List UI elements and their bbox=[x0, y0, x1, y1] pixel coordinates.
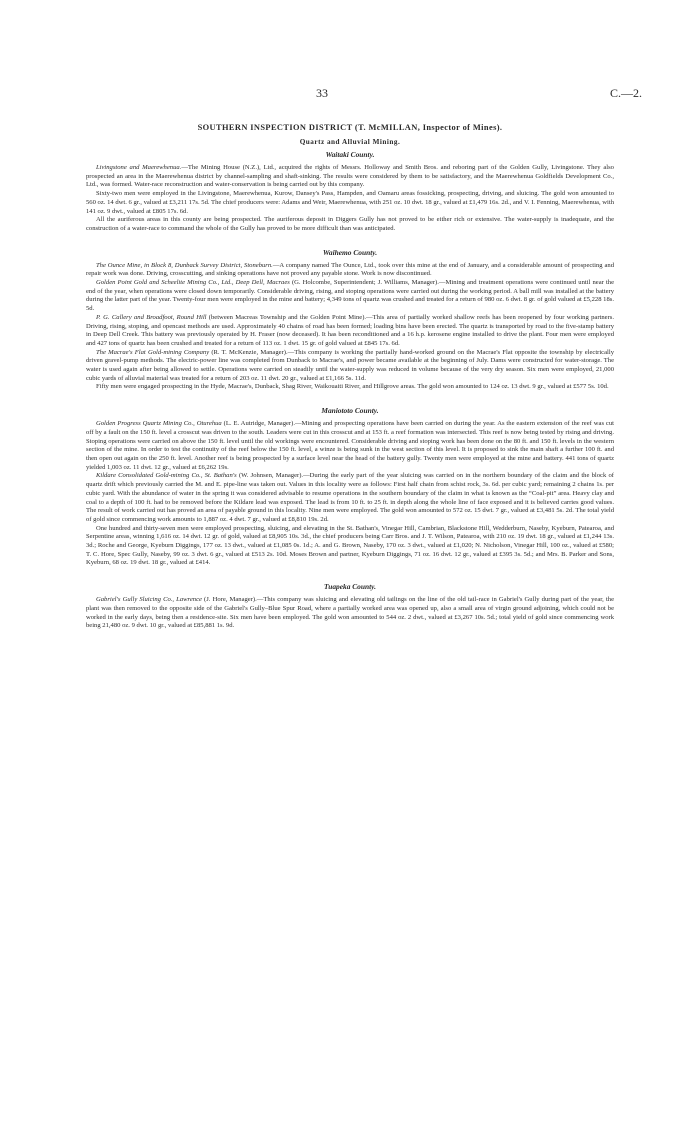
county-section bbox=[86, 406, 614, 568]
paragraph-lead: P. G. Callery and Broadfoot, Round Hill bbox=[96, 313, 207, 321]
paragraph-lead: Golden Point Gold and Scheelite Mining Co., Ltd., Deep Dell, Macraes bbox=[96, 279, 290, 287]
paragraph bbox=[86, 525, 614, 569]
paragraph bbox=[86, 279, 614, 314]
paragraph bbox=[86, 314, 614, 349]
county-heading: Tuapeka County. bbox=[323, 582, 376, 592]
county-heading: Maniototo County. bbox=[321, 406, 379, 416]
document-reference: C.—2. bbox=[609, 86, 642, 100]
paragraph bbox=[86, 262, 614, 279]
paragraph-lead: Kildare Consolidated Gold-mining Co., St. Bathan's bbox=[96, 472, 237, 480]
page-number: 33 bbox=[316, 86, 328, 100]
county-section bbox=[86, 582, 614, 631]
paragraph bbox=[86, 216, 614, 233]
paragraph-lead: Gabriel's Gully Sluicing Co., Lawrence bbox=[96, 596, 202, 604]
text-column bbox=[86, 122, 614, 631]
paragraph bbox=[86, 420, 614, 472]
county-heading: Waihemo County. bbox=[322, 247, 378, 257]
paragraph-text: (J. Hore, Manager).—This company was sluicing and elevating old tailings on the line of the old tail-race in Gabriel's Gully during part of the year, the plant was then removed to the opposite side of the Gabriel's Gully–Blue Spur Road, where a partially worked area was opened up, also a small area of virgin ground adjoining, which could not be worked in the early days, being then a residence-site. Six men have been employed. The gold won amounted to 544 oz. 2 dwt., valued at £3,267 10s. 5d.; total yield of gold since commencing work being 21,480 oz. 9 dwt. 10 gr., valued at £85,881 1s. 9d. bbox=[86, 596, 614, 630]
paragraph bbox=[86, 349, 614, 384]
paragraph-lead: Livingstone and Maerewhenua. bbox=[96, 164, 182, 171]
paragraph-text: (L. E. Autridge, Manager).—Mining and prospecting operations have been carried on during the year. As the eastern extension of the reef was cut off by a fault on the 150 ft. level a crosscut was driven to the south. Leaders were cut in this crosscut and at 153 ft. a reef formation was intersected. This reef is now being tested by rising and driving. Stoping operations were carried on above the 150 ft. level until the old workings were encountered. Considerable driving and stoping work has been done on the 80 ft. and 150 ft. levels in the western section of the mine. In order to test the continuity of the reef below the 150 ft. level, a winze is being sunk in the west section of this level. It is proposed to sink the main shaft a further 100 ft. and then open out again on the 250 ft. level. Another reef is being prospected by a surface level near the head of the battery gully. Twenty men were employed at the mine and battery. 441 tons of quartz yielded 1,003 oz. 11 dwt. 12 gr., valued at £6,262 19s. bbox=[86, 420, 614, 471]
county-section bbox=[86, 248, 614, 393]
county-section bbox=[86, 150, 614, 234]
district-title: SOUTHERN INSPECTION DISTRICT (T. McMILLAN, Inspector of Mines). bbox=[197, 123, 503, 132]
paragraph-text: —A company named The Ounce, Ltd., took over this mine at the end of January, and a considerable amount of prospecting and repair work was done. Driving, crosscutting, and sinking operations have not proved any payable stone. Work is now discontinued. bbox=[86, 261, 614, 278]
paragraph bbox=[86, 383, 614, 392]
paragraph-lead: The Ounce Mine, in Block 8, Dunback Survey District, Stoneburn. bbox=[96, 261, 273, 269]
county-heading: Waitaki County. bbox=[325, 150, 375, 159]
paragraph-text: (between Macreas Township and the Golden Point Mine).—This area of partially worked shallow reefs has been reopened by four working partners. Driving, rising, stoping, and opencast methods are used. Approximately 40 chains of road has been formed; loading bins have been erected. The quartz is transported by road to the five-stamp battery in Deep Dell Creek. This battery was previously operated by H. Fraser (now deceased). It has been reconditioned and a 16 h.p. kerosene engine installed to drive the plant. Four men were employed and 427 tons of quartz has been crushed and treated for a return of 113 oz. 1 dwt. 15 gr. of gold valued at £845 17s. 6d. bbox=[86, 313, 614, 347]
paragraph-text: —The Mining House (N.Z.), Ltd., acquired the rights of Messrs. Holloway and Smith Bros. and reboring part of the Golden Gully, Livingstone. They also prospected an area in the Maerewhenua district by channel-sampling and shaft-sinking. The results were considered by them to be satisfactory, and the Maerewhenua Goldfields Development Co., Ltd., was formed. Water-race reconstruction and water-conservation is being carried out by this company. bbox=[86, 164, 614, 189]
paragraph bbox=[86, 164, 614, 190]
paragraph-text: One hundred and thirty-seven men were employed prospecting, sluicing, and elevating in the St. Bathan's, Vinegar Hill, Cambrian, Blackstone Hill, Wedderburn, Naseby, Kyeburn, Patearoa, and Serpentine areas, winning 1,616 oz. 14 dwt. 12 gr. of gold, valued at £8,905 10s. 3d., the chief producers being Carr Bros. and J. T. Wilson, Patearoa, with 210 oz. 19 dwt. 18 gr., valued at £1,244 13s. 3d.; Roche and George, Kyeburn Diggings, 177 oz. 13 dwt., valued at £1,085 0s. 1d.; A. and G. Brown, Naseby, 170 oz. 3 dwt., valued at £1,020; N. Nicholson, Vinegar Hill, 100 oz., valued at £580; T. C. Hore, Spec Gully, Naseby, 99 oz. 3 dwt. 6 gr., valued at £513 2s. 10d. Moses Brown and partner, Kyeburn Diggings, 71 oz. 16 dwt. 12 gr., valued at £395 3s. 5d.; and Mrs. B. Parker and Sons, Kyeburn, 68 oz. 19 dwt. 18 gr., valued at £414. bbox=[86, 524, 614, 567]
paragraph-text: All the auriferous areas in this county are being prospected. The auriferous deposit in Diggers Gully has not proved to be either rich or extensive. The water-supply is inadequate, and the construction of a water-race to command the whole of the Gully has proved to be more difficult than was anticipated. bbox=[86, 216, 614, 232]
paragraph-text: (G. Holcombe, Superintendent; J. Williams, Manager).—Mining and treatment operations were continued until near the end of the year, when operations were closed down temporarily. Considerable driving, rising, and stoping operations were carried out during the working period. A ball mill was installed at the battery during the latter part of the year. Twenty-four men were employed in the mine and battery; 4,349 tons of quartz was crushed and treated for a return of 980 oz. 6 dwt. 8 gr. of gold valued at £5,228 18s. 5d. bbox=[86, 279, 615, 313]
paragraph bbox=[86, 472, 614, 524]
paragraph-text: Fifty men were engaged prospecting in the Hyde, Macrae's, Dunback, Shag River, Waikouaiti River, and Hillgrove areas. The gold won amounted to 124 oz. 13 dwt. 9 gr., valued at £577 5s. 10d. bbox=[96, 383, 609, 391]
section-title: Quartz and Alluvial Mining. bbox=[299, 138, 401, 146]
paragraph-lead: The Macrae's Flat Gold-mining Company bbox=[96, 348, 210, 356]
paragraph bbox=[86, 596, 614, 631]
paragraph bbox=[86, 190, 614, 216]
paragraph-text: (R. T. McKenzie, Manager).—This company is working the partially hand-worked ground on the Macrae's Flat opposite the township by electrically driven gravel-pump methods. The electric-power line was completed from Dunback to Macrae's, and power became available at the beginning of July. Dams were constructed for water-storage. The water is used again after being allowed to settle. Operations were carried on steadily until the water-supply was reduced in volume because of the very dry season. Six men were employed, 21,000 cubic yards of alluvial material was treated for a return of 203 oz. 11 dwt. 20 gr., valued at £1,166 5s. 11d. bbox=[86, 348, 614, 382]
counties-container bbox=[86, 150, 614, 631]
paragraph-text: Sixty-two men were employed in the Livingstone, Maerewhenua, Kurow, Dansey's Pass, Hampden, and Oamaru areas fossicking, prospecting, driving, and sluicing. The gold won amounted to 560 oz. 14 dwt. 6 gr., valued at £3,211 17s. 5d. The chief producers were: Adams and Weir, Maerewhenua, with 251 oz. 10 dwt. 18 gr., valued at £1,479 16s. 2d., and V. I. Fenning, Maerewhenua, with 141 oz. 9 dwt., valued at £805 17s. 6d. bbox=[86, 190, 614, 215]
paragraph-lead: Golden Progress Quartz Mining Co., Oturehua bbox=[96, 420, 222, 428]
paragraph-text: (W. Johnsen, Manager).—During the early part of the year sluicing was carried on in the northern boundary of the claim and the block of quartz drift which previously carried the M. and E. pipe-line was taken out. Values in this locality were as follows: First half chain from schist rock, 3s. 6d. per cubic yard; remaining 2 chains 1s. per cubic yard. With the abundance of water in the spring it was considered advisable to resume operations in the southern boundary of the claim in what is known as the “Coal-pit” area. Heavy clay and coal to a depth of 100 ft. had to be removed before the Kildare lead was exposed. The lead is from 10 ft. to 25 ft. in depth along the whole line of face exposed and it is believed carries good values. The result of work carried out has proved an area of payable ground in this locality. Nine men were employed. The gold won amounted to 572 oz. 15 dwt. 7 gr., valued at £3,481 5s. 2d. The total yield of gold since commencing work amounts to 1,887 oz. 4 dwt. 7 gr., valued at £8,810 19s. 2d. bbox=[86, 472, 614, 523]
